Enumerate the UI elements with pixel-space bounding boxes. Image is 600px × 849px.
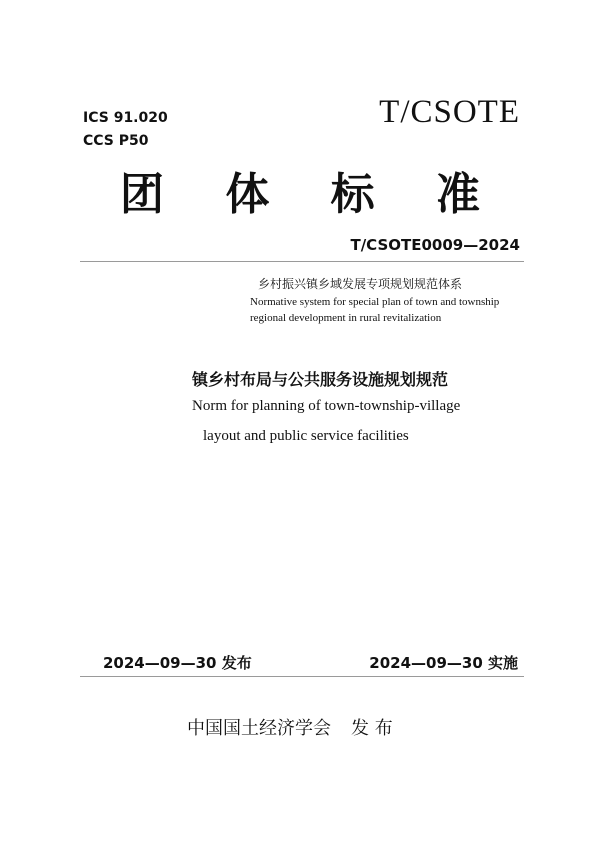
publisher-action: 发 布 xyxy=(351,718,393,739)
top-divider xyxy=(80,261,524,262)
standard-title-en-line2: layout and public service facilities xyxy=(203,428,409,444)
series-title-en-line1: Normative system for special plan of town and township xyxy=(250,296,500,308)
title-char: 体 xyxy=(225,169,270,220)
publisher-name: 中国国土经济学会 xyxy=(187,718,331,739)
publish-date: 2024—09—30 发布 xyxy=(103,654,252,672)
bottom-divider xyxy=(80,676,524,677)
series-title-en-line2: regional development in rural revitalization xyxy=(250,312,442,324)
document-type-title xyxy=(120,165,480,225)
document-number: T/CSOTE0009—2024 xyxy=(350,236,520,254)
title-char: 准 xyxy=(435,169,480,220)
ccs-number: CCS P50 xyxy=(83,133,149,149)
standard-title-zh: 镇乡村布局与公共服务设施规划规范 xyxy=(192,370,449,389)
series-title-zh: 乡村振兴镇乡域发展专项规划规范体系 xyxy=(258,277,463,291)
title-char: 标 xyxy=(330,169,375,220)
standard-title-en-line1: Norm for planning of town-township-village xyxy=(192,398,461,414)
implement-date: 2024—09—30 实施 xyxy=(369,654,518,672)
standard-code: T/CSOTE xyxy=(379,94,520,130)
title-char: 团 xyxy=(120,169,164,220)
ics-number: ICS 91.020 xyxy=(83,110,168,126)
publisher xyxy=(187,714,393,740)
